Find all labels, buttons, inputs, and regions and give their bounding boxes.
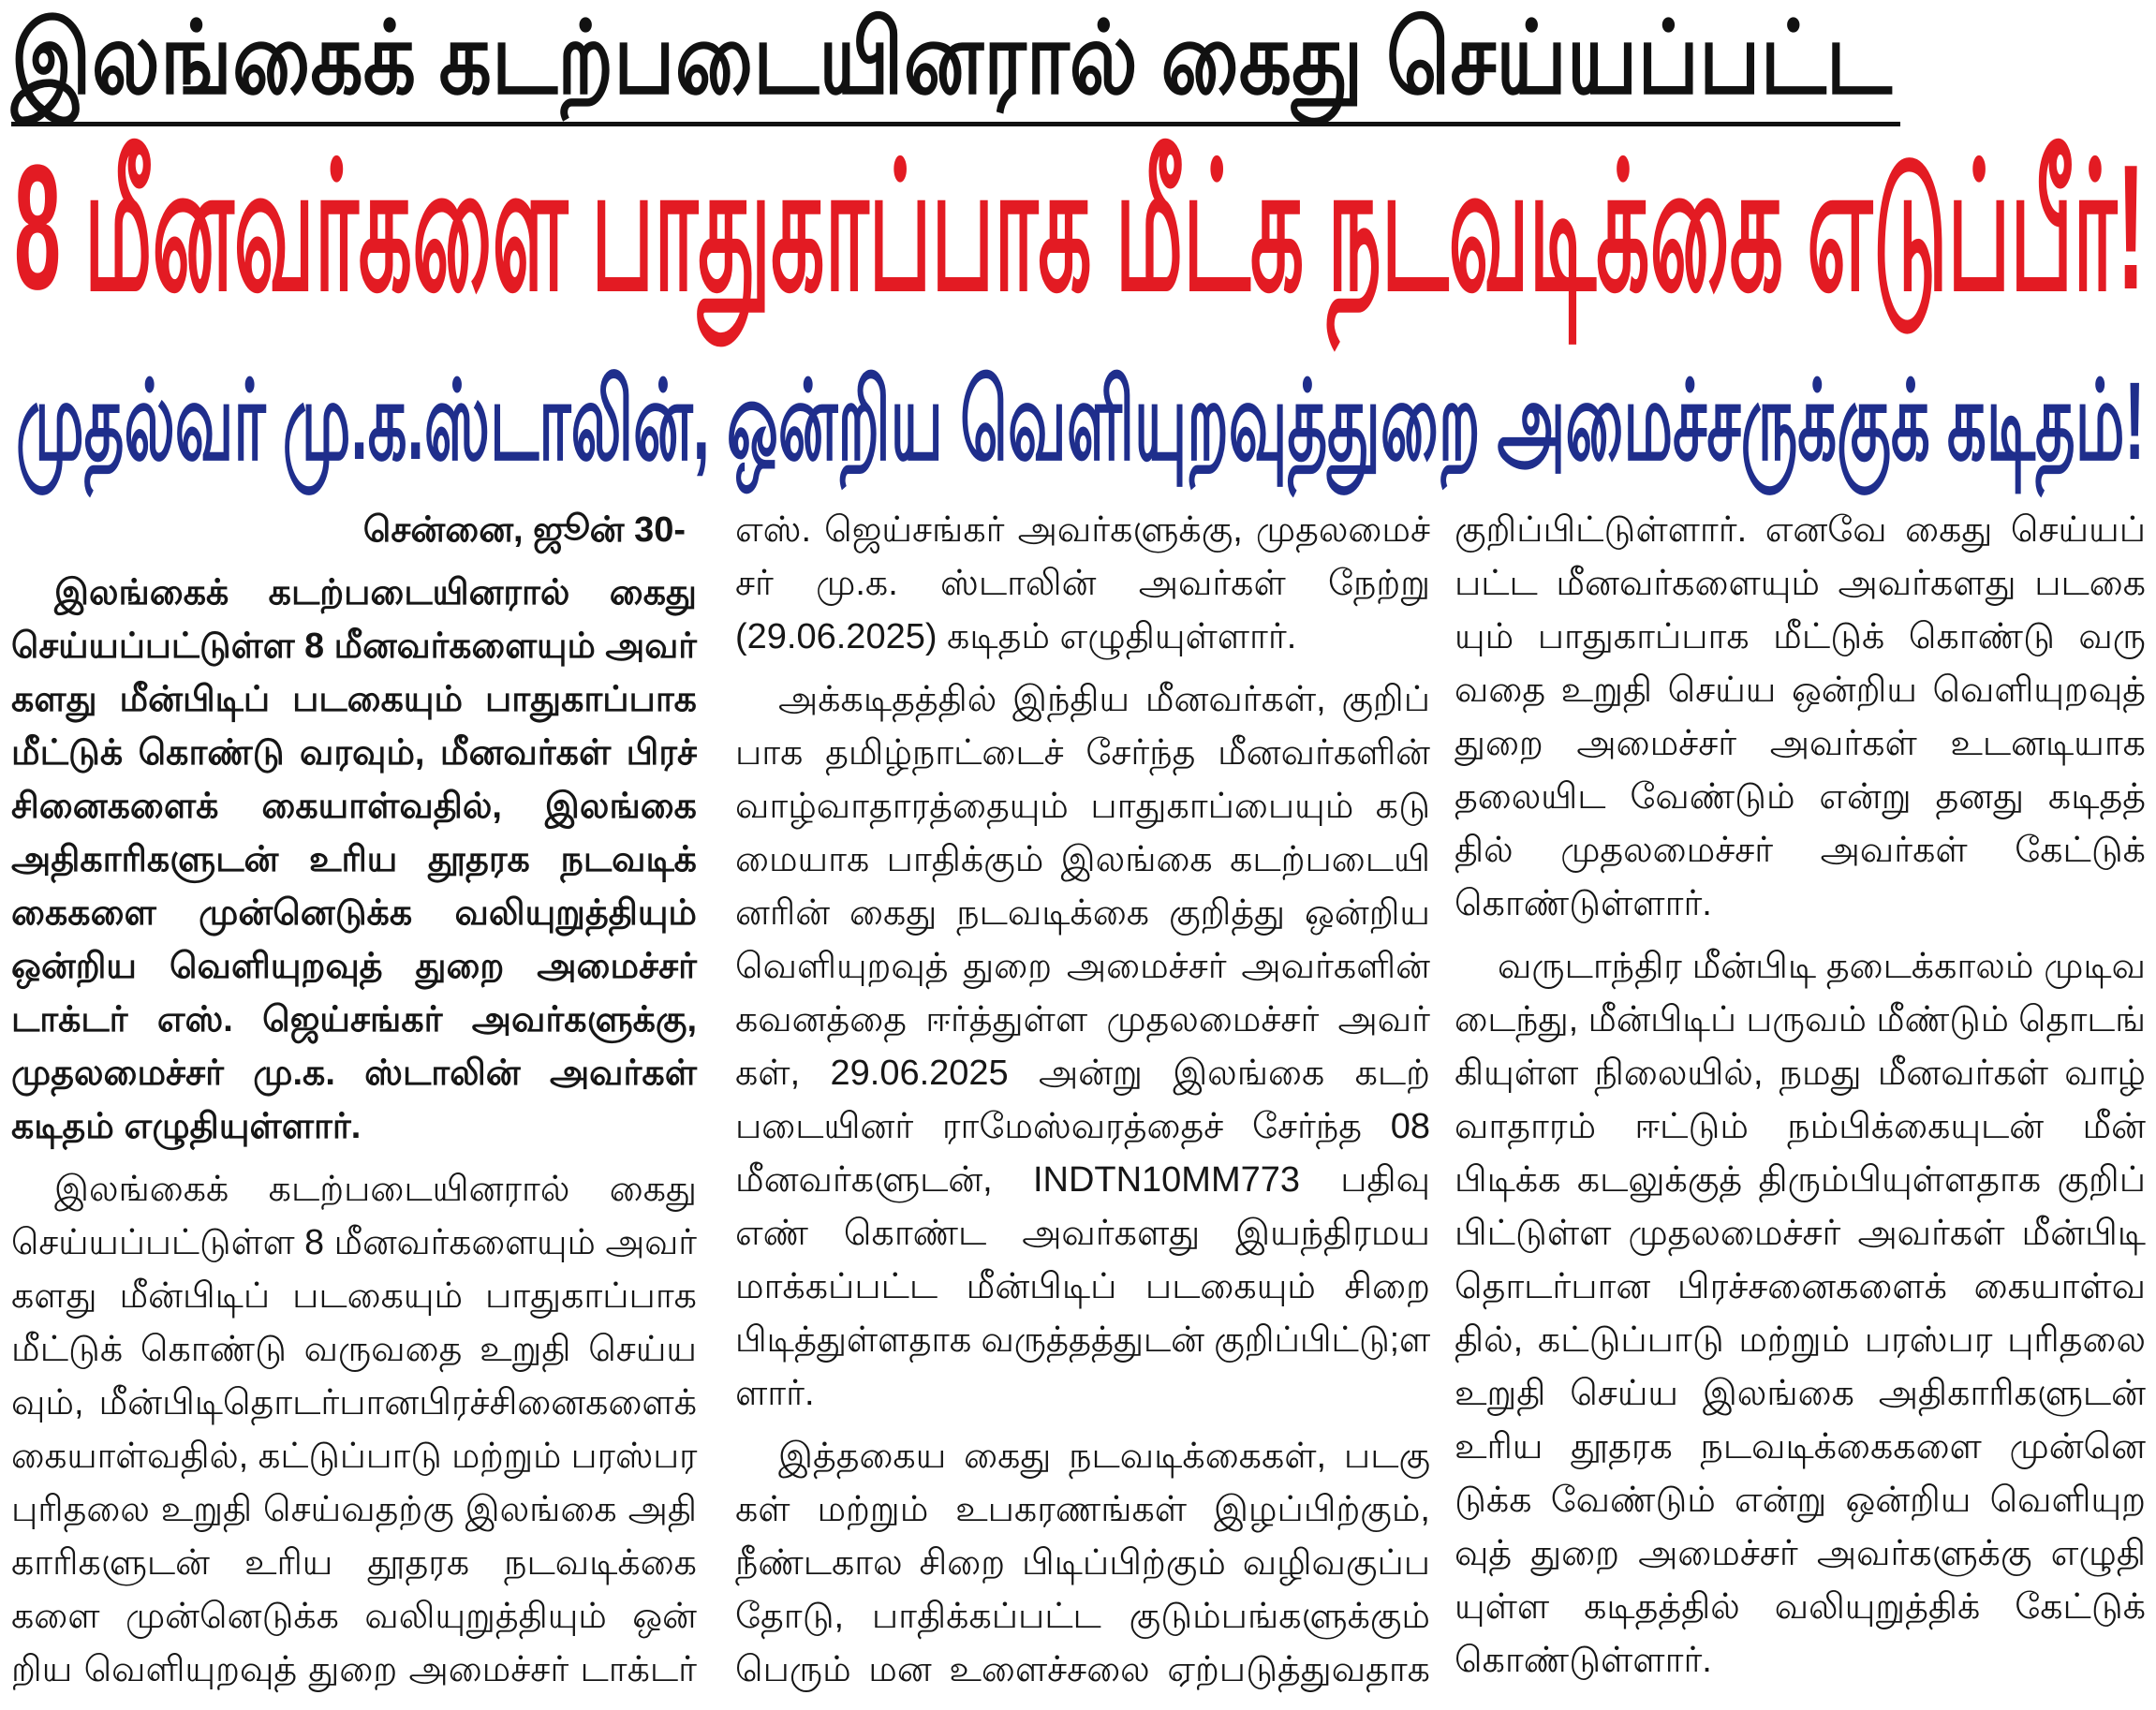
text-line: களது மீன்பிடிப் படகையும் பாதுகாப்பாக [11,680,697,719]
kicker-underline [11,122,1900,126]
text-line: கைகளை முன்னெடுக்க வலியுறுத்தியும் [11,893,697,933]
text-line: எஸ். ஜெய்சங்கர் அவர்களுக்கு, முதலமைச் [735,510,1430,550]
text-line: துறை அமைச்சர் அவர்கள் உடனடியாக [1455,724,2146,763]
text-line: பெரும் மன உளைச்சலை ஏற்படுத்துவதாக [735,1650,1430,1689]
text-line: கள், 29.06.2025 அன்று இலங்கை கடற் [735,1054,1430,1093]
text-line: கையாள்வதில், கட்டுப்பாடு மற்றும் பரஸ்பர [11,1437,698,1476]
text-line: வதை உறுதி செய்ய ஒன்றிய வெளியுறவுத் [1455,671,2146,710]
text-line: வாதாரம் ஈட்டும் நம்பிக்கையுடன் மீன் [1455,1107,2146,1146]
text-line: மீட்டுக் கொண்டு வருவதை உறுதி செய்ய [11,1330,697,1369]
text-line: நீண்டகால சிறை பிடிப்பிற்கும் வழிவகுப்ப [735,1543,1430,1583]
text-line: பிடிக்க கடலுக்குத் திரும்பியுள்ளதாக குறிப் [1455,1160,2146,1200]
text-line: களை முன்னெடுக்க வலியுறுத்தியும் ஒன் [11,1597,697,1636]
article-paragraph [1455,940,2146,1688]
text-line: தில், கட்டுப்பாடு மற்றும் பரஸ்பர புரிதலை [1455,1320,2146,1360]
text-line: முதலமைச்சர் மு.க. ஸ்டாலின் அவர்கள் [11,1054,697,1093]
article-paragraph [735,504,1430,664]
article-column-1 [11,504,697,1697]
main-headline-text: 8 மீனவர்களை பாதுகாப்பாக மீட்க நடவடிக்கை எடுப்பீர்! [14,128,2146,327]
text-line: பிடித்துள்ளதாக வருத்தத்துடன் குறிப்பிட்டு;ள [735,1320,1431,1360]
text-line: வாழ்வாதாரத்தையும் பாதுகாப்பையும் கடு [735,787,1430,826]
text-line: சர் மு.க. ஸ்டாலின் அவர்கள் நேற்று [735,564,1430,603]
article-column-2 [735,504,1430,1697]
main-headline [14,128,2156,327]
text-line: உரிய தூதரக நடவடிக்கைகளை முன்னெ [1455,1427,2146,1467]
text-line: செய்யப்பட்டுள்ள 8 மீனவர்களையும் அவர் [11,1223,697,1262]
text-line: தோடு, பாதிக்கப்பட்ட குடும்பங்களுக்கும் [735,1597,1430,1636]
text-line: புரிதலை உறுதி செய்வதற்கு இலங்கை அதி [11,1490,697,1529]
text-line: வும், மீன்பிடிதொடர்பானபிரச்சினைகளைக் [11,1383,697,1423]
text-line: இலங்கைக் கடற்படையினரால் கைது [54,1170,697,1209]
text-line: தில் முதலமைச்சர் அவர்கள் கேட்டுக் [1455,831,2146,870]
text-line: பட்ட மீனவர்களையும் அவர்களது படகை [1455,564,2146,603]
text-line: எண் கொண்ட அவர்களது இயந்திரமய [735,1214,1430,1253]
text-line: வருடாந்திர மீன்பிடி தடைக்காலம் முடிவ [1498,947,2146,986]
lead-paragraph [11,567,697,1154]
text-line: வுத் துறை அமைச்சர் அவர்களுக்கு எழுதி [1455,1534,2146,1573]
text-line: மீட்டுக் கொண்டு வரவும், மீனவர்கள் பிரச் [11,733,697,773]
text-line: கள் மற்றும் உபகரணங்கள் இழப்பிற்கும், [735,1490,1430,1529]
text-line: சினைகளைக் கையாள்வதில், இலங்கை [11,787,697,826]
text-line: னரின் கைது நடவடிக்கை குறித்து ஒன்றிய [735,893,1430,933]
text-line: கியுள்ள நிலையில், நமது மீனவர்கள் வாழ் [1455,1054,2146,1093]
text-line: பிட்டுள்ள முதலமைச்சர் அவர்கள் மீன்பிடி [1455,1214,2146,1253]
text-line: மையாக பாதிக்கும் இலங்கை கடற்படையி [735,840,1430,879]
text-line: குறிப்பிட்டுள்ளார். எனவே கைது செய்யப் [1455,510,2146,550]
article-paragraph [735,1430,1430,1697]
text-line: கவனத்தை ஈர்த்துள்ள முதலமைச்சர் அவர் [735,1000,1430,1039]
text-line: காரிகளுடன் உரிய தூதரக நடவடிக்கை [11,1543,697,1583]
text-line: செய்யப்பட்டுள்ள 8 மீனவர்களையும் அவர் [11,627,697,666]
text-line: இத்தகைய கைது நடவடிக்கைகள், படகு [778,1437,1430,1476]
text-line: டுக்க வேண்டும் என்று ஒன்றிய வெளியுற [1455,1481,2146,1520]
article-paragraph [735,673,1430,1421]
text-line: றிய வெளியுறவுத் துறை அமைச்சர் டாக்டர் [11,1650,697,1689]
text-line: பாக தமிழ்நாட்டைச் சேர்ந்த மீனவர்களின் [735,733,1430,773]
article-paragraph [1455,504,2146,931]
article-column-3 [1455,504,2146,1688]
kicker-headline-text: இலங்கைக் கடற்படையினரால் கைது செய்யப்பட்ட [11,1,1892,114]
text-line: (29.06.2025) கடிதம் எழுதியுள்ளார். [735,617,1297,656]
dateline: சென்னை, ஜூன் 30- [362,510,686,550]
kicker-headline [11,0,2156,116]
text-line: டைந்து, மீன்பிடிப் பருவம் மீண்டும் தொடங் [1455,1000,2146,1039]
text-line: கொண்டுள்ளார். [1455,1641,1712,1680]
text-line: அக்கடிதத்தில் இந்திய மீனவர்கள், குறிப் [778,680,1430,719]
text-line: மீனவர்களுடன், INDTN10MM773 பதிவு [735,1160,1430,1200]
article-paragraph [11,1163,697,1697]
text-line: உறுதி செய்ய இலங்கை அதிகாரிகளுடன் [1455,1374,2146,1413]
text-line: யும் பாதுகாப்பாக மீட்டுக் கொண்டு வரு [1455,617,2146,656]
text-line: அதிகாரிகளுடன் உரிய தூதரக நடவடிக் [11,840,697,879]
text-line: ஒன்றிய வெளியுறவுத் துறை அமைச்சர் [11,947,697,986]
sub-headline [16,360,2156,483]
text-line: படையினர் ராமேஸ்வரத்தைச் சேர்ந்த 08 [735,1107,1430,1146]
text-line: களது மீன்பிடிப் படகையும் பாதுகாப்பாக [11,1276,697,1316]
text-line: தொடர்பான பிரச்சனைகளைக் கையாள்வ [1455,1267,2146,1306]
sub-headline-text: முதல்வர் மு.க.ஸ்டாலின், ஒன்றிய வெளியுறவுத்துறை அமைச்சருக்குக் கடிதம்! [16,360,2146,483]
text-line: வெளியுறவுத் துறை அமைச்சர் அவர்களின் [735,947,1430,986]
text-line: கொண்டுள்ளார். [1455,884,1712,923]
text-line: இலங்கைக் கடற்படையினரால் கைது [54,573,697,612]
text-line: ளார். [735,1374,815,1413]
text-line: கடிதம் எழுதியுள்ளார். [11,1107,362,1146]
text-line: டாக்டர் எஸ். ஜெய்சங்கர் அவர்களுக்கு, [11,1000,697,1039]
text-line: மாக்கப்பட்ட மீன்பிடிப் படகையும் சிறை [735,1267,1430,1306]
text-line: தலையிட வேண்டும் என்று தனது கடிதத் [1455,777,2146,817]
text-line: யுள்ள கடிதத்தில் வலியுறுத்திக் கேட்டுக் [1455,1587,2146,1627]
